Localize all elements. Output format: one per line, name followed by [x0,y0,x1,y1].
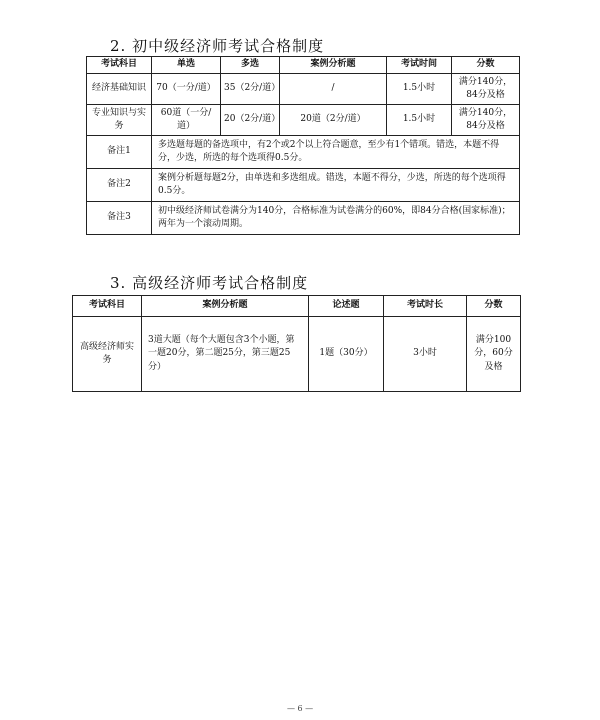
header-cell: 论述题 [309,296,384,317]
note-row [87,136,520,169]
table-cell: 1.5小时 [387,105,452,136]
table-row [87,74,520,105]
table-cell: 经济基础知识 [87,74,152,105]
table-cell: 专业知识与实务 [87,105,152,136]
table-cell: / [280,74,387,105]
note-label: 备注3 [87,202,152,235]
header-cell: 考试时长 [384,296,467,317]
table-header-row [87,57,520,74]
header-cell: 分数 [467,296,521,317]
header-cell: 案例分析题 [280,57,387,74]
intermediate-exam-table [86,56,520,235]
table-cell: 3小时 [384,317,467,392]
table-cell: 高级经济师实务 [73,317,142,392]
header-cell: 考试时间 [387,57,452,74]
table-row [73,317,521,392]
header-cell: 考试科目 [73,296,142,317]
note-row [87,202,520,235]
note-label: 备注2 [87,169,152,202]
table-cell: 满分140分，84分及格 [452,74,520,105]
header-cell: 分数 [452,57,520,74]
table-cell: 满分100分，60分及格 [467,317,521,392]
table-cell: 3道大题（每个大题包含3个小题，第一题20分，第二题25分，第三题25分） [142,317,309,392]
header-cell: 案例分析题 [142,296,309,317]
page-number: — 6 — [287,704,314,713]
section-3-title: 3. 高级经济师考试合格制度 [110,274,309,292]
table-cell: 20道（2分/道） [280,105,387,136]
senior-exam-table [72,295,521,392]
table-cell: 满分140分，84分及格 [452,105,520,136]
note-text: 多选题每题的备选项中，有2个或2个以上符合题意，至少有1个错项。错选，本题不得分，少选，所选的每个选项得0.5分。 [152,136,520,169]
note-text: 案例分析题每题2分，由单选和多选组成。错选，本题不得分，少选，所选的每个选项得0.5分。 [152,169,520,202]
note-label: 备注1 [87,136,152,169]
header-cell: 考试科目 [87,57,152,74]
header-cell: 多选 [221,57,280,74]
table-cell: 35（2分/道） [221,74,280,105]
table-cell: 1题（30分） [309,317,384,392]
table-cell: 1.5小时 [387,74,452,105]
table-cell: 70（一分/道） [152,74,221,105]
table-cell: 20（2分/道） [221,105,280,136]
table-row [87,105,520,136]
table-cell: 60道（一分/道） [152,105,221,136]
header-cell: 单选 [152,57,221,74]
section-2-title: 2. 初中级经济师考试合格制度 [110,37,325,55]
note-text: 初中级经济师试卷满分为140分，合格标准为试卷满分的60%，即84分合格(国家标准)；两年为一个滚动周期。 [152,202,520,235]
note-row [87,169,520,202]
table-header-row [73,296,521,317]
